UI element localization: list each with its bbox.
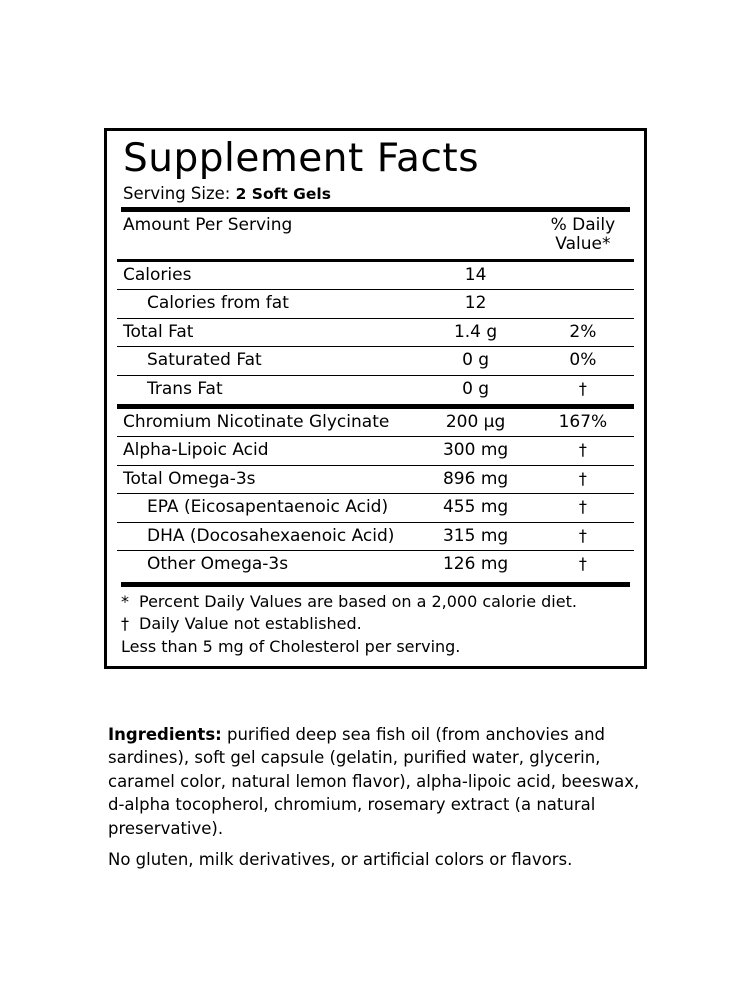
row-amount: 0 g (419, 347, 531, 376)
table-row (117, 406, 634, 437)
row-name: Trans Fat (117, 376, 419, 407)
row-daily-value: † (532, 522, 634, 551)
row-daily-value: † (532, 437, 634, 466)
ingredients-block (108, 723, 648, 840)
facts-table (117, 212, 634, 579)
row-amount: 14 (419, 260, 531, 290)
table-row (117, 522, 634, 551)
footnotes (121, 587, 630, 658)
footnote-asterisk (121, 591, 630, 613)
cholesterol-note: Less than 5 mg of Cholesterol per serving. (121, 637, 461, 656)
table-row (117, 551, 634, 579)
row-name: Total Omega-3s (117, 465, 419, 494)
supplement-facts-panel (104, 128, 647, 669)
header-spacer (419, 212, 531, 261)
header-amount-per-serving: Amount Per Serving (123, 214, 293, 235)
table-row (117, 494, 634, 523)
row-daily-value: † (532, 376, 634, 407)
footnote-dagger (121, 613, 630, 635)
table-header-row (117, 212, 634, 261)
table-row (117, 376, 634, 407)
row-amount: 1.4 g (419, 318, 531, 347)
ingredients-label: Ingredients: (108, 725, 222, 744)
row-amount: 315 mg (419, 522, 531, 551)
table-row (117, 437, 634, 466)
row-daily-value (532, 260, 634, 290)
panel-title: Supplement Facts (123, 136, 480, 181)
ingredients-text: purified deep sea fish oil (from anchovies and sardines), soft gel capsule (gelatin, purified water, glycerin, caramel color, natural lemon flavor), alpha-lipoic acid, beeswax, d-alpha tocopherol, chromium, rosemary extract (a natural preservative). (108, 725, 640, 838)
serving-size-label: Serving Size: (123, 183, 231, 203)
row-amount: 300 mg (419, 437, 531, 466)
row-name: DHA (Docosahexaenoic Acid) (117, 522, 419, 551)
header-daily-value: % Daily Value* (550, 214, 616, 255)
row-daily-value: † (532, 494, 634, 523)
row-amount: 200 µg (419, 406, 531, 437)
row-daily-value (532, 290, 634, 319)
row-name: Alpha-Lipoic Acid (117, 437, 419, 466)
row-amount: 0 g (419, 376, 531, 407)
row-amount: 455 mg (419, 494, 531, 523)
row-name: Other Omega-3s (117, 551, 419, 579)
row-daily-value: 0% (532, 347, 634, 376)
asterisk-text: Percent Daily Values are based on a 2,000 calorie diet. (139, 591, 577, 611)
table-row (117, 318, 634, 347)
table-row (117, 290, 634, 319)
table-row (117, 260, 634, 290)
row-name: Chromium Nicotinate Glycinate (117, 406, 419, 437)
table-row (117, 465, 634, 494)
row-amount: 896 mg (419, 465, 531, 494)
row-name: Total Fat (117, 318, 419, 347)
serving-size-value: 2 Soft Gels (235, 184, 331, 203)
dagger-text: Daily Value not established. (139, 613, 362, 633)
row-amount: 126 mg (419, 551, 531, 579)
row-name: EPA (Eicosapentaenoic Acid) (117, 494, 419, 523)
allergen-note: No gluten, milk derivatives, or artificial colors or flavors. (108, 850, 573, 869)
row-daily-value: 2% (532, 318, 634, 347)
asterisk-mark: * (121, 591, 129, 611)
row-name: Calories (117, 260, 419, 290)
row-name: Calories from fat (117, 290, 419, 319)
row-daily-value: † (532, 465, 634, 494)
serving-size-line (123, 184, 634, 204)
row-daily-value: 167% (532, 406, 634, 437)
table-row (117, 347, 634, 376)
row-name: Saturated Fat (117, 347, 419, 376)
dagger-mark: † (121, 613, 129, 633)
row-daily-value: † (532, 551, 634, 579)
row-amount: 12 (419, 290, 531, 319)
